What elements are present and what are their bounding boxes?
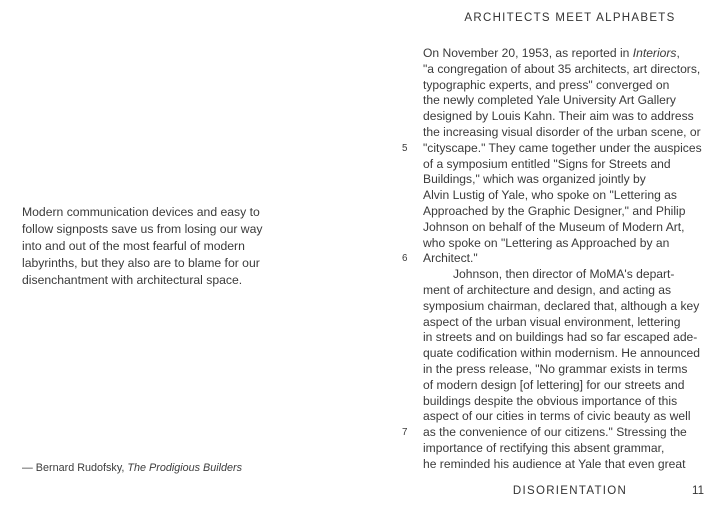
body-line — [423, 441, 695, 457]
body-line — [423, 93, 695, 109]
text-segment: symposium chairman, declared that, although a key — [423, 298, 700, 313]
text-segment: "cityscape." They came together under the auspices — [423, 140, 702, 155]
attribution-author: — Bernard Rudofsky, — [22, 462, 128, 474]
body-line — [423, 188, 695, 204]
quote-line: disenchantment with architectural space. — [22, 273, 243, 287]
text-segment: quate codification within modernism. He announced — [423, 346, 700, 361]
text-segment: designed by Louis Kahn. Their aim was to address — [423, 109, 694, 124]
quote-text — [22, 204, 332, 289]
body-line — [423, 172, 695, 188]
body-line — [423, 61, 701, 78]
page-number: 11 — [692, 485, 704, 497]
body-line — [423, 124, 701, 141]
body-line — [423, 220, 695, 236]
text-segment: ment of architecture and design, and acting as — [423, 282, 672, 297]
italic-text: Interiors — [632, 46, 677, 60]
text-segment: the increasing visual disorder of the urban scene, or — [423, 124, 701, 139]
attribution-work-title: The Prodigious Builders — [127, 462, 243, 474]
body-line — [423, 346, 700, 362]
body-line — [423, 204, 695, 220]
body-line — [423, 157, 695, 173]
text-segment: Approached by the Graphic Designer," and Philip — [423, 203, 686, 218]
body-line — [402, 140, 702, 157]
body-line — [423, 298, 700, 315]
text-segment: Buildings," which was organized jointly by — [423, 172, 646, 187]
text-segment: Architect." — [423, 251, 478, 266]
text-segment: , — [676, 46, 680, 60]
body-line — [423, 315, 695, 331]
text-segment: who spoke on "Lettering as Approached by an — [423, 235, 670, 250]
body-line — [423, 109, 695, 125]
body-line — [423, 283, 695, 299]
quote-attribution — [22, 462, 242, 474]
sidenote-number: 7 — [402, 427, 408, 439]
text-segment: Johnson, then director of MoMA's depart- — [453, 267, 675, 282]
text-segment: aspect of the urban visual environment, lettering — [423, 314, 681, 329]
text-segment: buildings despite the obvious importance of this — [423, 393, 678, 408]
text-segment: "a congregation of about 35 architects, art directors, — [423, 61, 701, 76]
body-line — [423, 409, 695, 425]
quote-line: Modern communication devices and easy to — [22, 205, 260, 219]
text-segment: of a symposium entitled "Signs for Streets and — [423, 156, 671, 171]
text-segment: Alvin Lustig of Yale, who spoke on "Lettering as — [423, 188, 677, 203]
pull-quote — [22, 204, 332, 289]
text-segment: aspect of our cities in terms of civic beauty as well — [423, 409, 691, 424]
text-segment: of modern design [of lettering] for our streets and — [423, 377, 685, 392]
body-line — [423, 378, 695, 394]
text-segment: On November 20, 1953, as reported in — [423, 46, 633, 60]
quote-line: follow signposts save us from losing our way — [22, 222, 263, 236]
text-segment: in streets and on buildings had so far escaped ade- — [423, 330, 698, 345]
text-segment: as the convenience of our citizens." Stressing the — [423, 425, 687, 440]
body-line — [423, 330, 698, 346]
text-segment: Johnson on behalf of the Museum of Modern Art, — [423, 219, 685, 234]
body-line — [402, 251, 695, 267]
text-segment: typographic experts, and press" converged on — [423, 77, 670, 92]
body-line — [423, 267, 695, 283]
quote-line: labyrinths, but they also are to blame for our — [22, 256, 260, 270]
running-head: ARCHITECTS MEET ALPHABETS — [464, 12, 676, 24]
text-segment: in the press release, "No grammar exists in terms — [423, 361, 688, 376]
body-line — [423, 78, 695, 94]
body-line — [423, 394, 695, 410]
text-segment: the newly completed Yale University Art Gallery — [423, 93, 676, 108]
sidenote-number: 5 — [402, 142, 408, 154]
running-foot: DISORIENTATION — [512, 485, 628, 497]
body-line — [402, 425, 695, 441]
body-line — [423, 362, 695, 378]
body-line — [423, 46, 695, 62]
body-line — [423, 236, 695, 252]
text-segment: importance of rectifying this absent grammar, — [423, 440, 665, 455]
body-line — [423, 457, 695, 473]
sidenote-number: 6 — [402, 253, 408, 265]
body-text — [402, 46, 702, 473]
quote-line: into and out of the most fearful of modern — [22, 239, 245, 253]
text-segment: he reminded his audience at Yale that even great — [423, 456, 686, 471]
